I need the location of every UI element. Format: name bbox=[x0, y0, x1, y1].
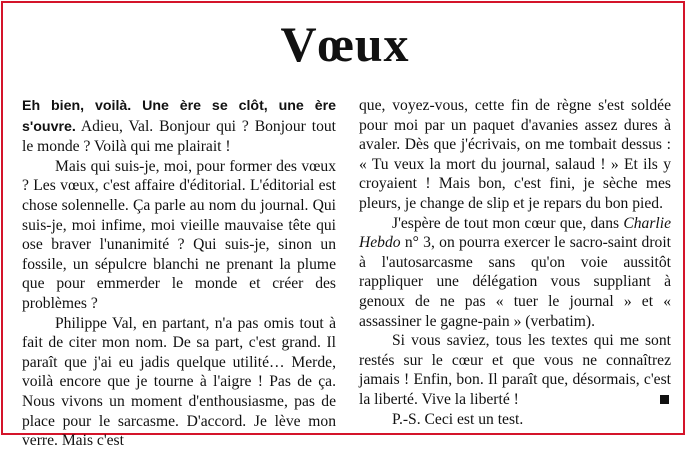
paragraph-5-start: J'espère de tout mon cœur que, dans bbox=[392, 214, 624, 232]
paragraph-5 bbox=[359, 214, 671, 332]
paragraph-6-text: Si vous saviez, tous les textes qui me sont restés sur le cœur et que vous ne connaîtrez jamais ! Enfin, bon. Il paraît que, désormais, c'est la liberté. Vive la liberté ! bbox=[359, 332, 671, 408]
paragraph-1 bbox=[22, 96, 336, 157]
postscript: P.-S. Ceci est un test. bbox=[392, 410, 524, 428]
article-column-right bbox=[359, 96, 671, 429]
black-square-icon bbox=[660, 395, 669, 404]
publication-name: Charlie Hebdo bbox=[359, 214, 671, 252]
paragraph-6 bbox=[359, 331, 671, 409]
paragraph-3: Philippe Val, en partant, n'a pas omis tout à fait de citer mon nom. De sa part, c'est grand. Il paraît que j'ai eu jadis quelque utilité… Merde, voilà encore que je tourne à l'aigre ! Pas de ça. Nous vivons un moment d'enthousiasme, pas de place pour le sarcasme. D'accord. Je lève mon verre. Mais c'est bbox=[22, 314, 336, 450]
paragraph-4: que, voyez-vous, cette fin de règne s'est soldée pour moi par un paquet d'avanies assez dures à avaler. Dès que j'écrivais, on me tombait dessus : « Tu veux la mort du journal, salaud ! » Et ils y croyaient ! Mais bon, c'est fini, je sèche mes pleurs, je change de slip et je repars du bon pied. bbox=[359, 97, 671, 212]
page-title: Vœux bbox=[280, 16, 410, 72]
paragraph-2: Mais qui suis-je, moi, pour former des vœux ? Les vœux, c'est affaire d'éditorial. L'éditorial est chose solennelle. Ça parle au nom du journal. Qui suis-je, moi infime, moi vieille mauvaise tête qui ose braver l'unanimité ? Qui suis-je, sinon un fossile, un sépulcre blanchi ne prenant la plume que pour emmerder le monde et créer des problèmes ? bbox=[22, 157, 336, 312]
lead-sentence: Eh bien, voilà. Une ère se clôt, une ère s'ouvre. bbox=[22, 98, 336, 135]
paragraph-1-text: Adieu, Val. Bonjour qui ? Bonjour tout le monde ? Voilà qui me plairait ! bbox=[22, 117, 336, 156]
paragraph-5-end: n° 3, on pourra exercer le sacro-saint droit à l'autosarcasme sans qu'on voie aussitôt rappliquer une délégation vous suppliant à genoux de ne pas « tuer le journal » et « assassiner le gagne-pain » (verbatim). bbox=[359, 234, 671, 330]
article-column-left bbox=[22, 96, 336, 451]
